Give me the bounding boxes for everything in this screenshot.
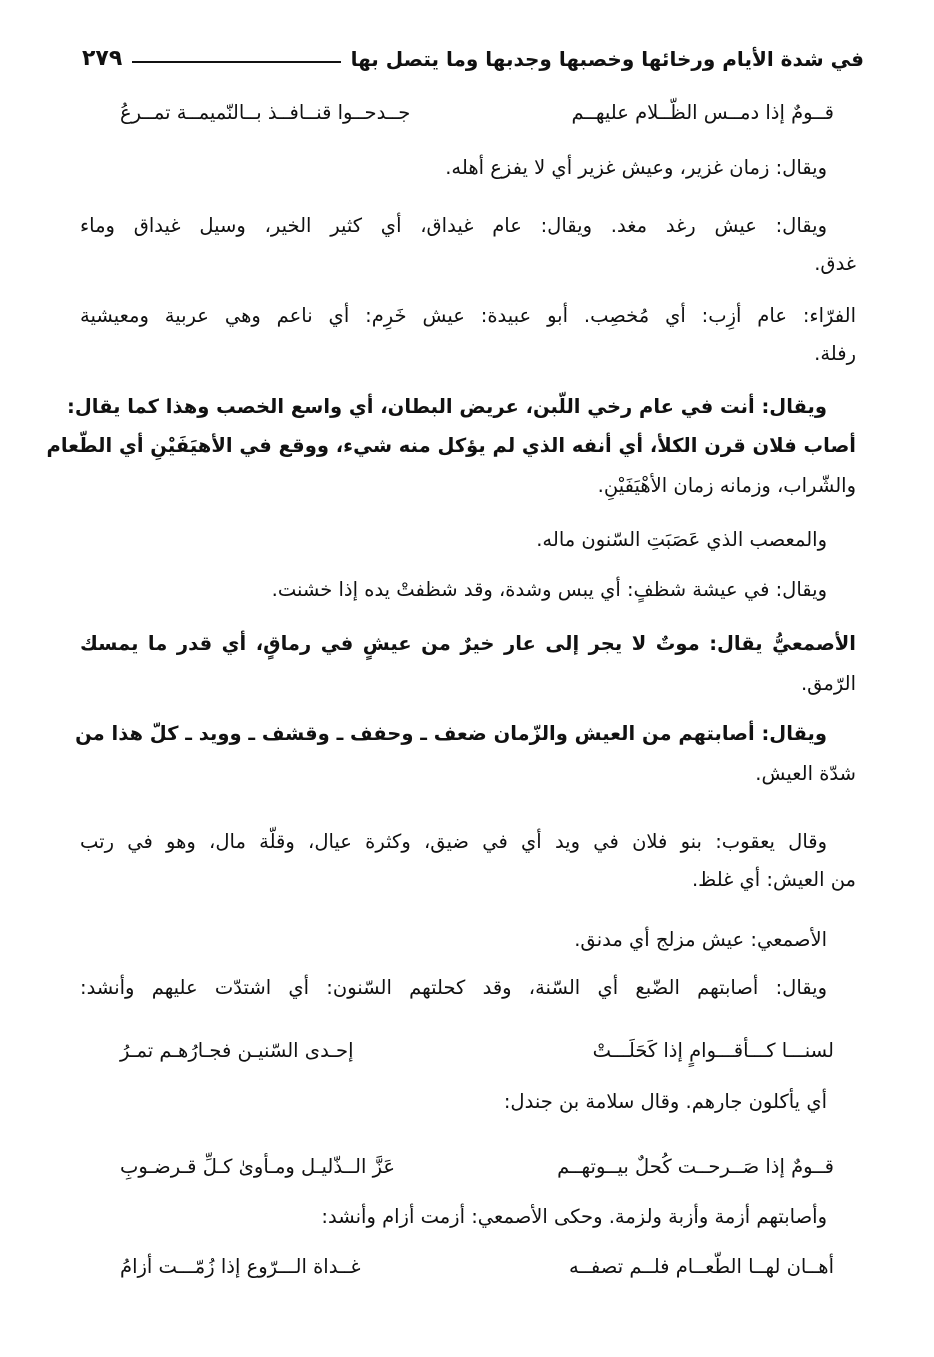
- verse-first-hemistich: قــومٌ إذا صَــرحــت كُحلٌ بيــوتهــم: [557, 1155, 834, 1178]
- text-line: والشّراب، وزمانه زمان الأهْيَفَيْنِ.: [597, 474, 856, 497]
- text-line: الأصمعيُّ يقال: موتٌ لا يجر إلى عار خيرٌ من عيشٍ في رماقٍ، أي قدر ما يمسك: [80, 632, 856, 655]
- verse-line: [120, 1252, 834, 1282]
- text-line: أصاب فلان قرن الكلأ، أي أنفه الذي لم يؤكل منه شيء، ووقع في الأهيَفَيْنِ أي الطّعام: [46, 434, 856, 457]
- text-line: ويقال: أصابتهم من العيش والزّمان ضعف ـ وحفف ـ وقشف ـ وويد ـ كلّ هذا من: [75, 722, 827, 745]
- text-line: غدق.: [814, 252, 856, 275]
- text-line: ويقال: أنت في عام رخي اللّبن، عريض البطان، أي واسع الخصب وهذا كما يقال:: [67, 395, 827, 418]
- verse-second-hemistich: عَزَّ الــذّليـل ومـأوىٰ كـلِّ قـرضـوبِ: [120, 1155, 395, 1178]
- text-line: الرّمق.: [800, 672, 856, 695]
- text-line: شدّة العيش.: [755, 762, 856, 785]
- verse-first-hemistich: أهــان لهــا الطّعــام فلــم تصفــه: [569, 1255, 834, 1278]
- verse-second-hemistich: غــداة الـــرّوع إذا زُمّـــت أزامُ: [120, 1255, 361, 1278]
- verse-line: [120, 1036, 834, 1066]
- text-line: ويقال: في عيشة شظفٍ: أي يبس وشدة، وقد شظفتْ يده إذا خشنت.: [271, 578, 827, 601]
- text-line: ويقال: زمان غزير، وعيش غزير أي لا يفزع أهله.: [445, 156, 827, 179]
- text-line: الأصمعي: عيش مزلج أي مدنق.: [574, 928, 827, 951]
- text-line: الفرّاء: عام أزِب: أي مُخصِب. أبو عبيدة: عيش خَرِم: أي ناعم وهي عربية ومعيشية: [80, 304, 856, 327]
- verse-line: [120, 1152, 834, 1182]
- text-line: والمعصب الذي عَصَبَتِ السّنون ماله.: [536, 528, 827, 551]
- text-line: من العيش: أي غلظ.: [691, 868, 856, 891]
- text-line: ويقال: عيش رغد مغد. ويقال: عام غيداق، أي كثير الخير، وسيل غيداق وماء: [80, 214, 827, 237]
- text-line: ويقال: أصابتهم الضّبع أي السّنة، وقد كحلتهم السّنون: أي اشتدّت عليهم وأنشد:: [80, 976, 827, 999]
- text-line: وقال يعقوب: بنو فلان في ويد أي في ضيق، وكثرة عيال، وقلّة مال، وهو في رتب: [80, 830, 827, 853]
- text-line: وأصابتهم أزمة وأزبة ولزمة. وحكى الأصمعي: أزمت أزام وأنشد:: [321, 1205, 827, 1228]
- header-rule: [132, 61, 340, 63]
- running-title: في شدة الأيام ورخائها وخصبها وجدبها وما يتصل بها: [350, 47, 864, 71]
- page-header: [82, 30, 864, 74]
- page-number: ٢٧٩: [82, 46, 123, 71]
- verse-second-hemistich: جــدحــوا قنــافــذ بــالنّميمــة تمــرعُ: [120, 101, 411, 124]
- verse-line: [120, 98, 834, 128]
- text-line: رفلة.: [814, 342, 856, 365]
- text-line: أي يأكلون جارهم. وقال سلامة بن جندل:: [503, 1090, 827, 1113]
- verse-first-hemistich: قــومٌ إذا دمــس الظّــلام عليهــم: [571, 101, 834, 124]
- verse-first-hemistich: لسنـــا كـــأقـــوامٍ إذا كَحَلَـــتْ: [592, 1039, 834, 1062]
- verse-second-hemistich: إحـدى السّنيـن فجـارُهـم تمـرُ: [120, 1039, 354, 1062]
